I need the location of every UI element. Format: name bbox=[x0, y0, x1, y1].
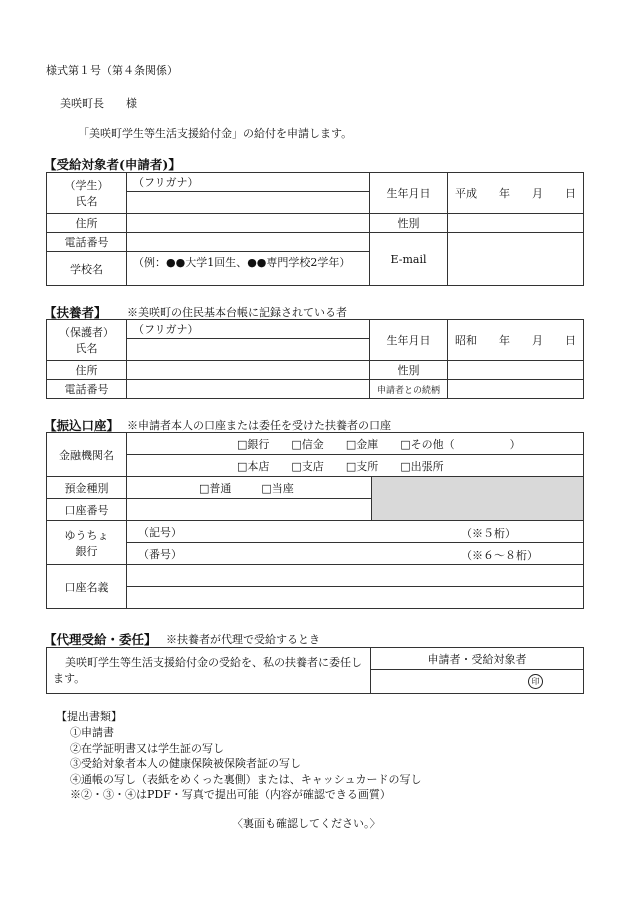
document-item: ④通帳の写し（表紙をめくった裏側）または、キャッシュカードの写し bbox=[70, 772, 422, 786]
applicant-furigana-field[interactable]: （フリガナ） bbox=[127, 173, 370, 192]
bank-section-title: 【振込口座】 bbox=[44, 418, 120, 433]
addressee: 美咲町長 様 bbox=[60, 97, 137, 110]
account-number-field[interactable] bbox=[127, 499, 372, 521]
applicant-section-title: 【受給対象者(申請者)】 bbox=[44, 157, 181, 172]
bank-type-shinkin[interactable]: □信金 bbox=[291, 437, 324, 451]
supporter-relation-field[interactable] bbox=[448, 380, 584, 399]
form-number: 様式第１号（第４条関係） bbox=[46, 64, 178, 77]
lead-text: 「美咲町学生等生活支援給付金」の給付を申請します。 bbox=[78, 127, 353, 140]
applicant-address-field[interactable] bbox=[127, 214, 370, 233]
deposit-type-options bbox=[127, 477, 372, 499]
documents-list bbox=[70, 725, 422, 803]
branch-type-main[interactable]: □本店 bbox=[237, 459, 270, 473]
account-holder-label: 口座名義 bbox=[47, 565, 127, 609]
applicant-phone-field[interactable] bbox=[127, 233, 370, 252]
supporter-name-field[interactable] bbox=[127, 339, 370, 361]
yucho-label: ゆうちょ 銀行 bbox=[47, 521, 127, 565]
documents-title: 【提出書類】 bbox=[56, 710, 122, 723]
branch-type-branch[interactable]: □支店 bbox=[291, 459, 324, 473]
bank-type-kinko[interactable]: □金庫 bbox=[345, 437, 379, 451]
supporter-address-label: 住所 bbox=[47, 361, 127, 380]
supporter-gender-field[interactable] bbox=[448, 361, 584, 380]
account-holder-field[interactable] bbox=[127, 587, 584, 609]
supporter-furigana-field[interactable]: （フリガナ） bbox=[127, 320, 370, 339]
supporter-relation-label: 申請者との続柄 bbox=[370, 380, 448, 399]
applicant-gender-field[interactable] bbox=[448, 214, 584, 233]
applicant-birth-label: 生年月日 bbox=[370, 173, 448, 214]
bank-type-row2 bbox=[127, 455, 584, 477]
supporter-gender-label: 性別 bbox=[370, 361, 448, 380]
branch-type-office[interactable]: □出張所 bbox=[400, 459, 444, 473]
footer-note: 〈裏面も確認してください。〉 bbox=[232, 817, 381, 830]
proxy-table bbox=[46, 647, 584, 694]
bank-institution-label: 金融機関名 bbox=[47, 433, 127, 477]
applicant-table bbox=[46, 172, 584, 286]
supporter-phone-field[interactable] bbox=[127, 380, 370, 399]
proxy-text: 美咲町学生等生活支援給付金の受給を、私の扶養者に委任します。 bbox=[47, 648, 371, 694]
account-holder-kana-field[interactable] bbox=[127, 565, 584, 587]
deposit-type-current[interactable]: □当座 bbox=[261, 481, 294, 495]
applicant-gender-label: 性別 bbox=[370, 214, 448, 233]
supporter-name-label: （保護者） 氏名 bbox=[47, 320, 127, 361]
applicant-name-label: （学生） 氏名 bbox=[47, 173, 127, 214]
supporter-birth-field[interactable]: 昭和 年 月 日 bbox=[448, 320, 584, 361]
deposit-type-regular[interactable]: □普通 bbox=[199, 481, 232, 495]
applicant-school-label: 学校名 bbox=[47, 252, 127, 286]
seal-mark: 印 bbox=[528, 674, 543, 689]
supporter-phone-label: 電話番号 bbox=[47, 380, 127, 399]
applicant-school-field[interactable]: （例：●●大学1回生、●●専門学校2学年） bbox=[127, 252, 370, 286]
proxy-section-title: 【代理受給・委任】 bbox=[44, 632, 157, 647]
bank-type-bank[interactable]: □銀行 bbox=[237, 437, 270, 451]
document-item: ①申請書 bbox=[70, 726, 114, 739]
bank-note: ※申請者本人の口座または委任を受けた扶養者の口座 bbox=[127, 419, 391, 432]
applicant-email-field[interactable] bbox=[448, 233, 584, 286]
proxy-signer-label: 申請者・受給対象者 bbox=[371, 648, 584, 670]
account-number-label: 口座番号 bbox=[47, 499, 127, 521]
document-note: ※②・③・④はPDF・写真で提出可能（内容が確認できる画質） bbox=[70, 788, 391, 801]
proxy-note: ※扶養者が代理で受給するとき bbox=[166, 633, 320, 646]
proxy-signature-field[interactable] bbox=[371, 670, 584, 694]
yucho-kigo-field[interactable]: （記号） （※５桁） bbox=[127, 521, 584, 543]
bank-table bbox=[46, 432, 584, 609]
supporter-section-title: 【扶養者】 bbox=[44, 305, 107, 320]
branch-type-sub[interactable]: □支所 bbox=[345, 459, 379, 473]
supporter-note: ※美咲町の住民基本台帳に記録されている者 bbox=[127, 306, 347, 319]
deposit-type-label: 預金種別 bbox=[47, 477, 127, 499]
bank-type-row1 bbox=[127, 433, 584, 455]
bank-type-other[interactable]: □その他（ ） bbox=[400, 437, 521, 451]
gray-block bbox=[372, 477, 584, 521]
applicant-address-label: 住所 bbox=[47, 214, 127, 233]
applicant-email-label: E-mail bbox=[370, 233, 448, 286]
supporter-address-field[interactable] bbox=[127, 361, 370, 380]
applicant-birth-field[interactable]: 平成 年 月 日 bbox=[448, 173, 584, 214]
document-item: ③受給対象者本人の健康保険被保険者証の写し bbox=[70, 757, 301, 770]
supporter-table bbox=[46, 319, 584, 399]
supporter-birth-label: 生年月日 bbox=[370, 320, 448, 361]
applicant-phone-label: 電話番号 bbox=[47, 233, 127, 252]
yucho-bango-field[interactable]: （番号） （※６～８桁） bbox=[127, 543, 584, 565]
applicant-name-field[interactable] bbox=[127, 192, 370, 214]
document-item: ②在学証明書又は学生証の写し bbox=[70, 741, 224, 755]
